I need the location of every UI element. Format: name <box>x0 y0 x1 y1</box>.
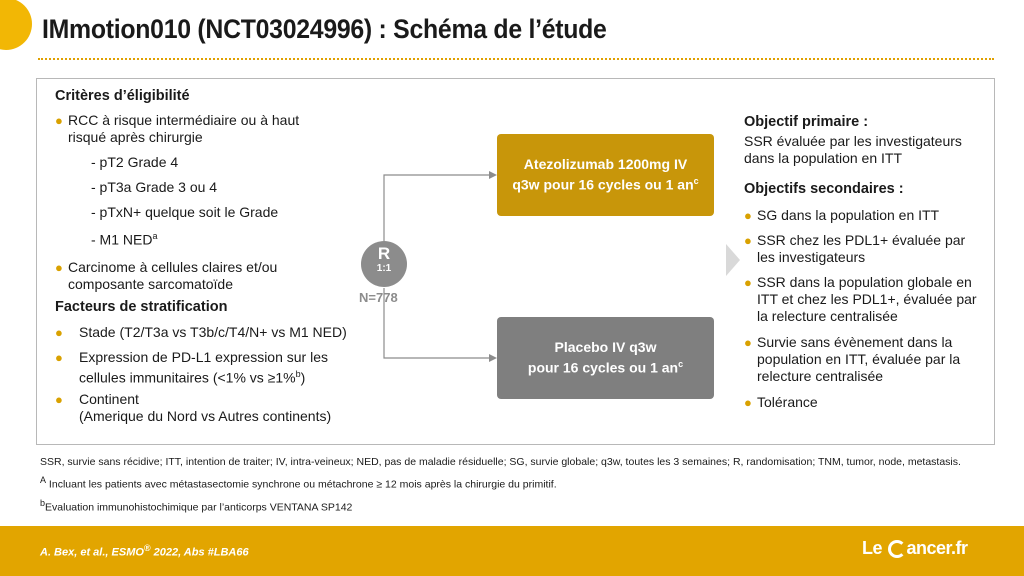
bullet-icon: ● <box>55 392 63 407</box>
eligibility-subitem: - M1 NED$^a$ <box>91 231 158 248</box>
title-divider <box>38 58 994 60</box>
bullet-icon: ● <box>55 350 63 365</box>
randomization-ratio: 1:1 <box>376 263 392 274</box>
arm-a-line2: q3w pour 16 cycles ou 1 $an^c$ <box>512 176 699 193</box>
bullet-icon: ● <box>744 208 752 223</box>
randomization-node <box>361 241 407 287</box>
arm-a-line1: Atezolizumab 1200mg IV <box>523 156 688 173</box>
arm-b-line2: pour 16 cycles ou 1 $an^c$ <box>527 359 684 376</box>
footnote-abbreviations: SSR, survie sans récidive; ITT, intention de traiter; IV, intra-veineux; NED, pas de maladie résiduelle; SG, survie globale; q3w, toutes les 3 semaines; R, randomisation; TNM, tumor, node, metastasis. <box>40 456 961 468</box>
eligibility-text: RCC à risque intermédiaire ou à haut <box>68 112 300 128</box>
footnotes <box>40 455 990 518</box>
chevron-right-icon <box>726 244 740 276</box>
corner-decoration <box>0 0 32 50</box>
arm-atezolizumab <box>497 134 714 216</box>
eligibility-subitem: - pT3a Grade 3 ou 4 <box>91 179 218 195</box>
footnote-b: $^b$Evaluation immunohistochimique par l’anticorps VENTANA SP142 <box>40 497 353 513</box>
eligibility-text: risqué après chirurgie <box>68 129 203 145</box>
randomization-letter: R <box>377 244 391 263</box>
eligibility-heading: Critères d’éligibilité <box>55 88 190 104</box>
bullet-icon: ● <box>744 275 752 290</box>
eligibility-subitem: - pTxN+ quelque soit le Grade <box>91 204 279 220</box>
bullet-icon: ● <box>744 395 752 410</box>
logo-c-icon <box>888 540 906 558</box>
footnote-a: $^A$ Incluant les patients avec métastasectomie synchrone ou métachrone ≥ 12 mois après la chirurgie du primitif. <box>40 475 557 491</box>
primary-objective-text: SSR évaluée par les investigateurs dans la population en ITT <box>744 133 962 166</box>
arm-placebo <box>497 317 714 399</box>
secondary-objectives-heading: Objectifs secondaires : <box>744 181 904 197</box>
lecancer-logo: Le ancer.fr <box>862 538 968 558</box>
eligibility-subitem: - pT2 Grade 4 <box>91 154 179 170</box>
arm-b-line1: Placebo IV q3w <box>554 339 657 356</box>
bullet-icon: ● <box>55 260 63 275</box>
stratification-heading: Facteurs de stratification <box>55 299 228 315</box>
slide-title: IMmotion010 (NCT03024996) : Schéma de l’étude <box>42 14 607 44</box>
citation: A. Bex, et al., ESMO® 2022, Abs #LBA66 <box>40 543 249 559</box>
bullet-icon: ● <box>55 325 63 340</box>
primary-objective-heading: Objectif primaire : <box>744 114 869 130</box>
bullet-icon: ● <box>55 113 63 128</box>
sample-size: N=778 <box>359 290 398 305</box>
bullet-icon: ● <box>744 335 752 350</box>
bullet-icon: ● <box>744 233 752 248</box>
